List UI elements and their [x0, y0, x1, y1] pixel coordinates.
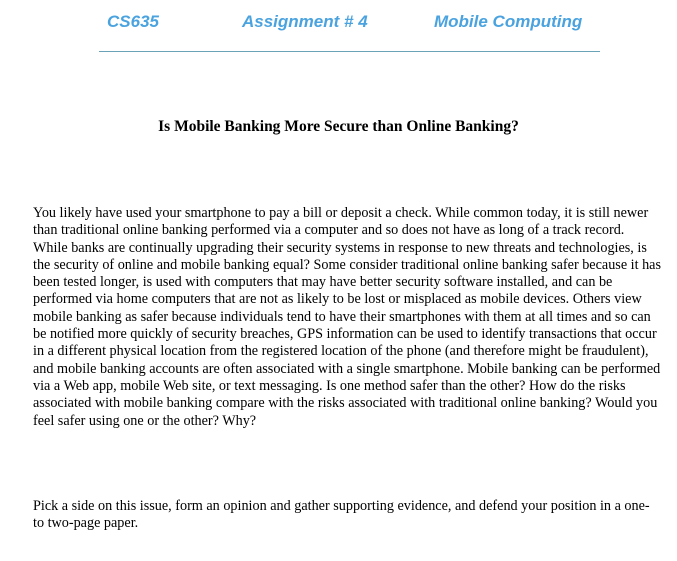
document-title: Is Mobile Banking More Secure than Online Banking?: [158, 118, 519, 135]
subject-name: Mobile Computing: [434, 12, 583, 31]
paragraph-intro: You likely have used your smartphone to pay a bill or deposit a check. While common today, it is still newer than traditional online banking performed via a computer and so does not have as long of a track record. While banks are continually upgrading their security systems in response to new threats and technologies, is the security of online and mobile banking equal? Some consider traditional online banking safer because it has been tested longer, is used with computers that may have better security software installed, and can be performed via home computers that are not as likely to be lost or misplaced as mobile devices. Others view mobile banking as safer because individuals tend to have their smartphones with them at all times and so can be notified more quickly of security breaches, GPS information can be used to identify transactions that occur in a different physical location from the registered location of the phone (and therefore might be fraudulent), and mobile banking accounts are often associated with a single smartphone. Mobile banking can be performed via a Web app, mobile Web site, or text messaging. Is one method safer than the other? How do the risks associated with mobile banking compare with the risks associated with traditional online banking? Would you feel safer using one or the other? Why?: [33, 205, 662, 429]
header-divider: [99, 51, 600, 52]
paragraph-instructions: Pick a side on this issue, form an opinion and gather supporting evidence, and defend your position in a one- to two-page paper.: [33, 498, 650, 532]
document-header: [0, 12, 677, 42]
course-code: CS635: [107, 12, 159, 31]
assignment-number: Assignment # 4: [242, 12, 368, 31]
